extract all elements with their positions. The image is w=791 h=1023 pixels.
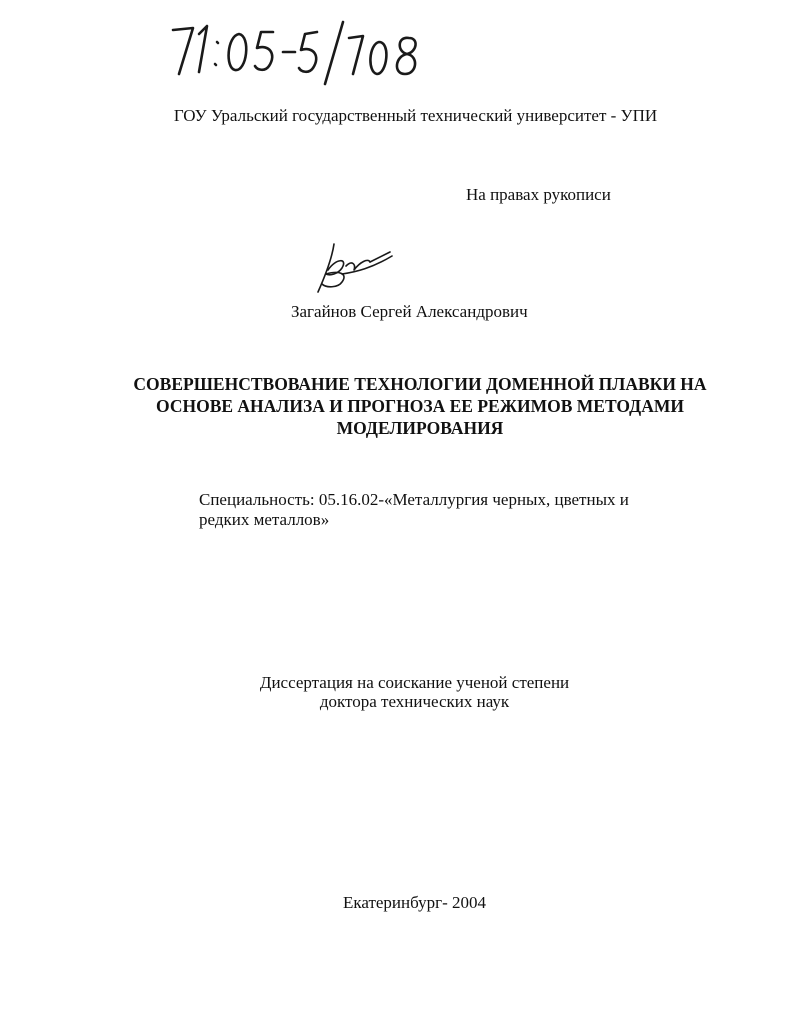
degree-line: Диссертация на соискание ученой степени [259,673,570,692]
signature-drawing [312,240,402,300]
title-line: МОДЕЛИРОВАНИЯ [336,418,504,438]
rights-notice: На правах рукописи [466,185,611,204]
handwritten-registry-code [165,12,435,92]
dissertation-title [100,373,740,439]
degree-line: доктора технических наук [319,692,510,711]
specialty-line: редких металлов» [199,510,330,529]
organization-name: ГОУ Уральский государственный технический университет - УПИ [173,106,658,125]
title-line: СОВЕРШЕНСТВОВАНИЕ ТЕХНОЛОГИИ ДОМЕННОЙ ПЛАВКИ НА [133,374,707,394]
author-name: Загайнов Сергей Александрович [291,302,528,321]
title-line: ОСНОВЕ АНАЛИЗА И ПРОГНОЗА ЕЕ РЕЖИМОВ МЕТОДАМИ [156,396,684,416]
specialty-line: Специальность: 05.16.02-«Металлургия черных, цветных и [199,490,629,509]
handwritten-registry-code-drawing [165,12,435,92]
city-year: Екатеринбург- 2004 [342,893,487,912]
author-signature [312,240,402,300]
